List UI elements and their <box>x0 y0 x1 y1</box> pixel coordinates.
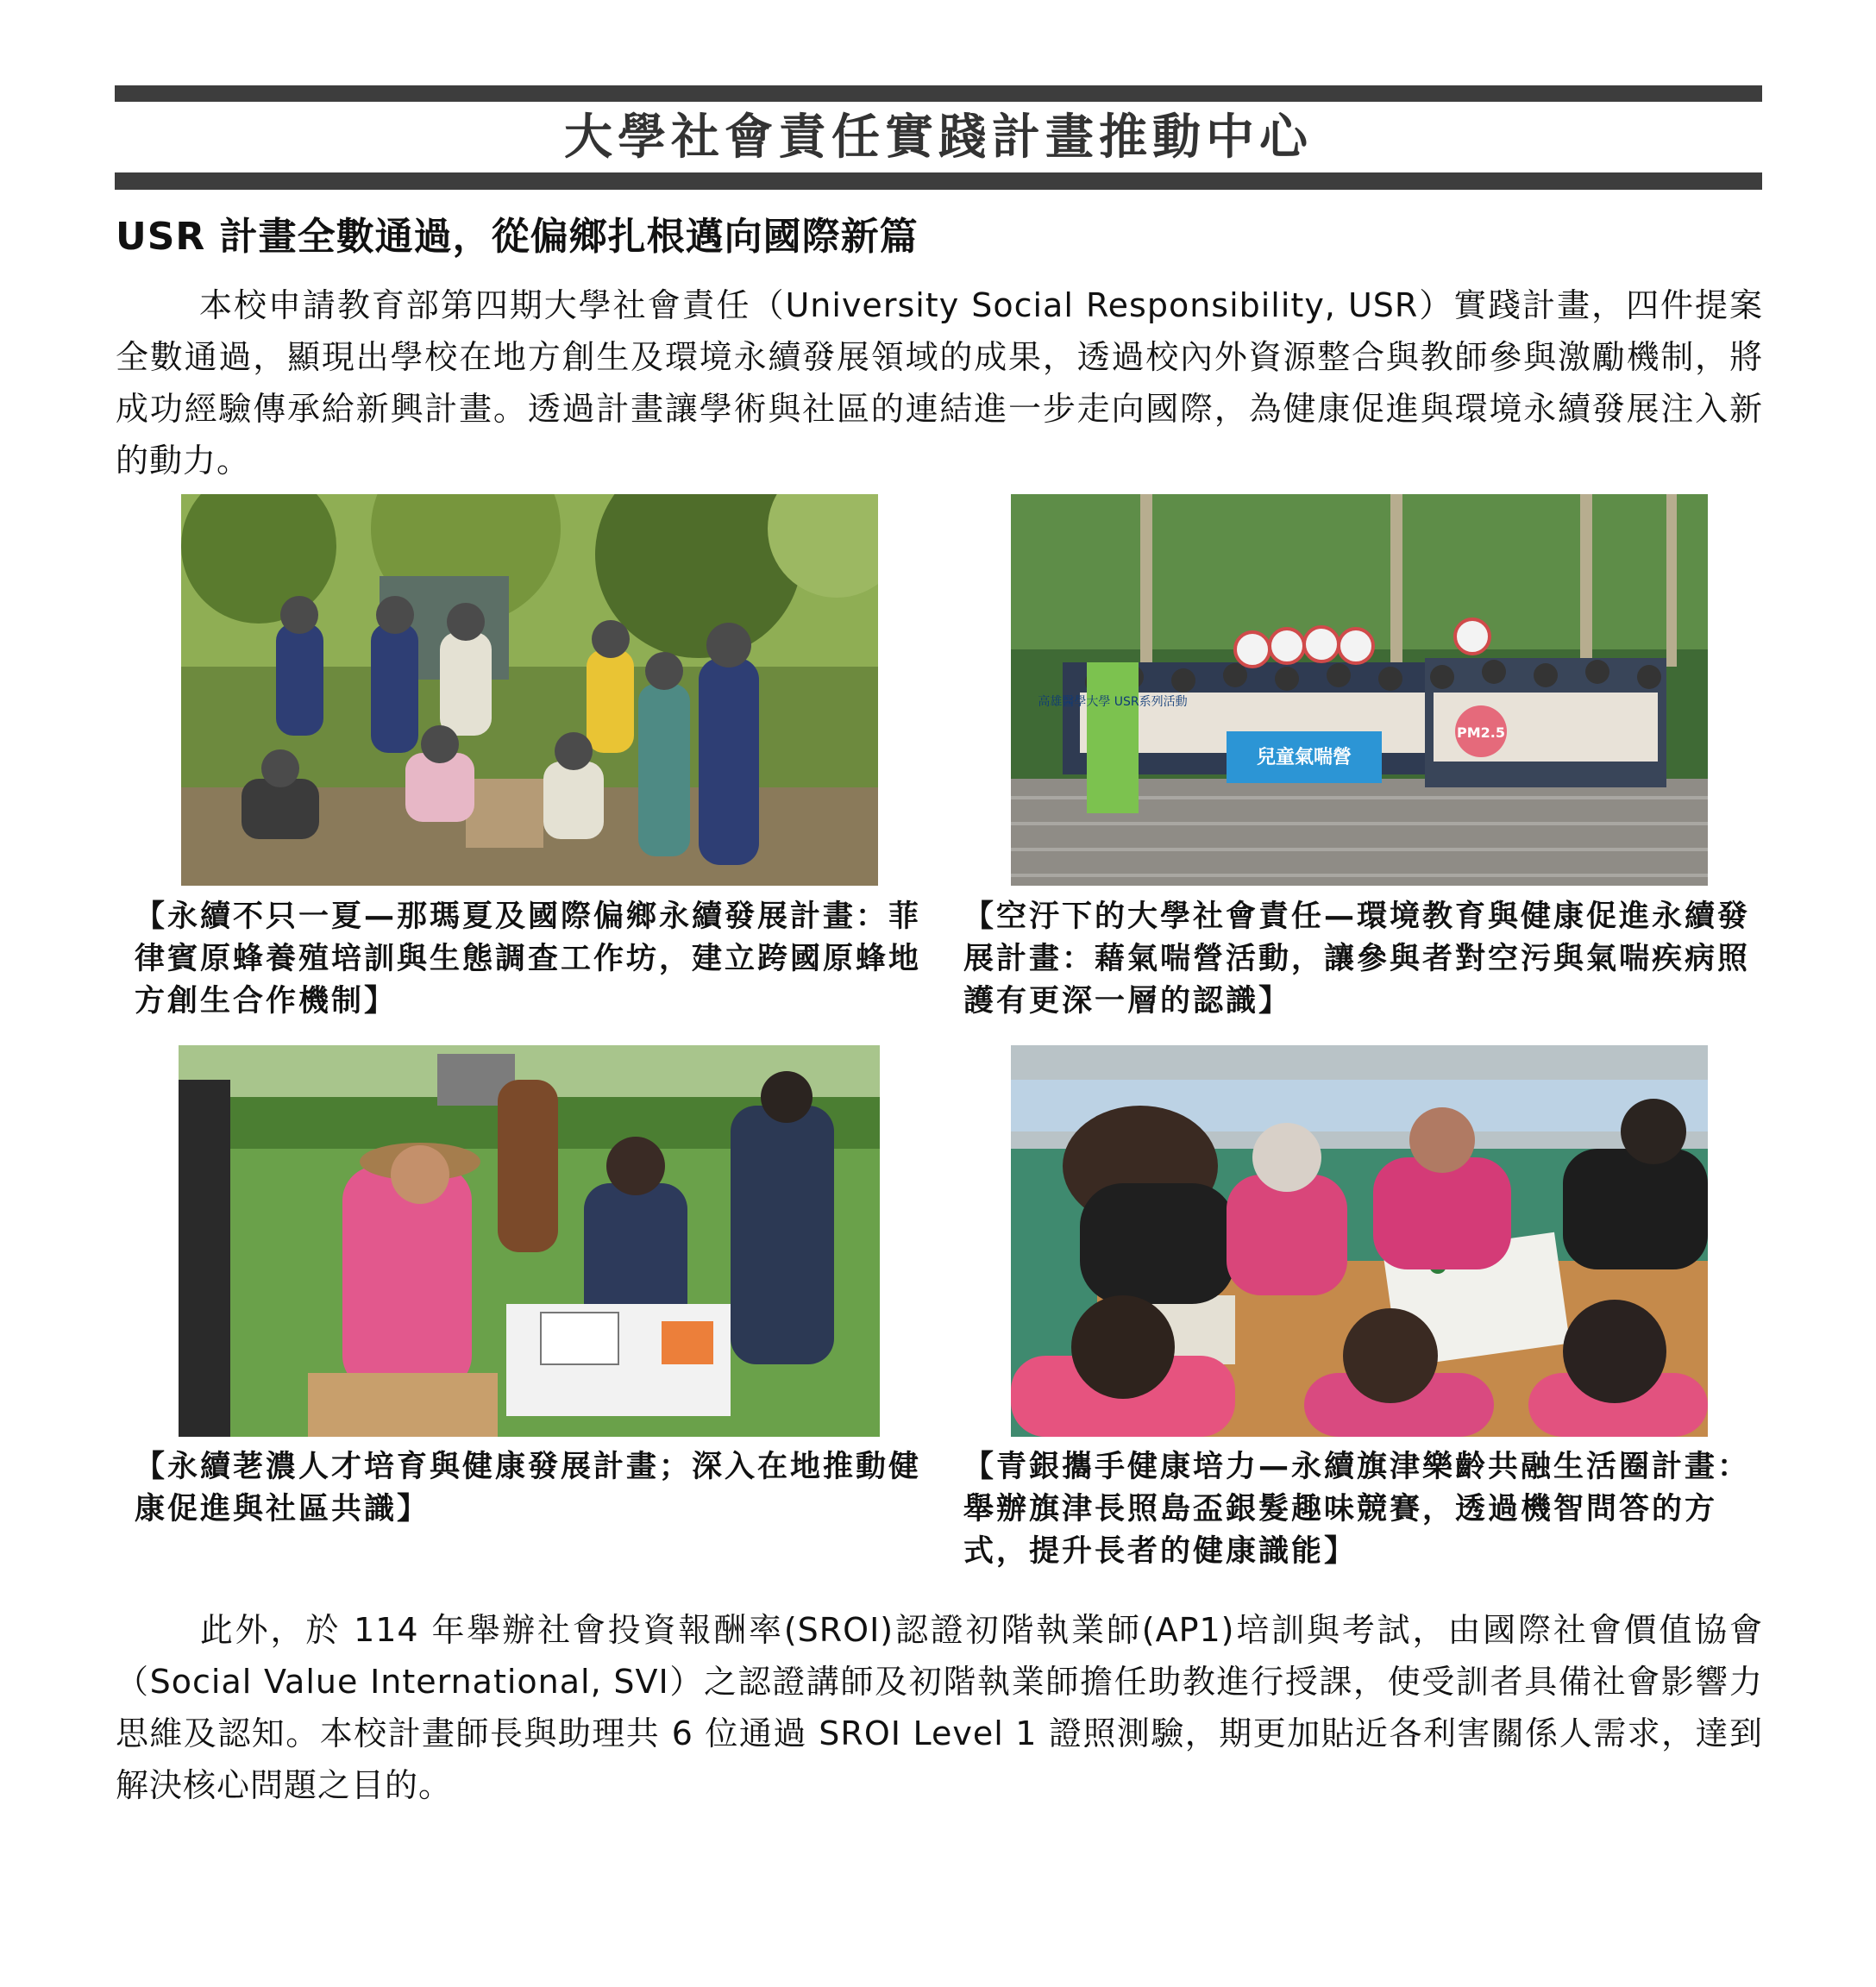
photo-caption-asthma-camp: 【空汙下的大學社會責任—環境教育與健康促進永續發展計畫：藉氣喘營活動，讓參與者對空污與氣喘疾病照護有更深一層的認識】 <box>963 899 1751 1019</box>
photo-beekeeping-workshop <box>181 494 878 886</box>
page-title: 大學社會責任實踐計畫推動中心 <box>564 110 1313 166</box>
photo-elderly-competition <box>1011 1045 1708 1437</box>
photo-health-screening <box>179 1045 880 1437</box>
horizontal-banner-text: 兒童氣喘營 <box>1256 747 1352 768</box>
sroi-paragraph-text: 此外，於 114 年舉辦社會投資報酬率(SROI)認證初階執業師(AP1)培訓與考試，由國際社會價值協會（Social Value International, SVI）之認證講師及初階執業師擔任助教進行授課，使受訓者具備社會影響力思維及認知。本校計畫師長與助理共 6 位通過 SROI Level 1 證照測驗，期更加貼近各利害關係人需求，達到解決核心問題之目的。 <box>116 1611 1763 1804</box>
pm25-sign-text: PM2.5 <box>1457 724 1505 741</box>
photo-caption-beekeeping: 【永續不只一夏—那瑪夏及國際偏鄉永續發展計畫：菲律賓原蜂養殖培訓與生態調查工作坊，建立跨國原蜂地方創生合作機制】 <box>135 899 922 1019</box>
intro-paragraph <box>116 279 1763 486</box>
photo-caption-health-screening: 【永續荖濃人才培育與健康發展計畫；深入在地推動健康促進與社區共識】 <box>135 1450 922 1526</box>
photo-caption-elderly-competition: 【青銀攜手健康培力—永續旗津樂齡共融生活圈計畫：舉辦旗津長照島盃銀髮趣味競賽，透過機智問答的方式，提升長者的健康識能】 <box>963 1450 1751 1569</box>
article-headline: USR 計畫全數通過，從偏鄉扎根邁向國際新篇 <box>116 215 919 259</box>
sroi-paragraph <box>116 1604 1763 1811</box>
header-rule-top <box>115 85 1762 102</box>
photo-asthma-camp-group <box>1011 494 1708 886</box>
intro-paragraph-text: 本校申請教育部第四期大學社會責任（University Social Responsibility, USR）實踐計畫，四件提案全數通過，顯現出學校在地方創生及環境永續發展領域的成果，透過校內外資源整合與教師參與激勵機制，將成功經驗傳承給新興計畫。透過計畫讓學術與社區的連結進一步走向國際，為健康促進與環境永續發展注入新的動力。 <box>116 286 1763 480</box>
vertical-banner-text: 高雄醫學大學 USR系列活動 <box>1038 695 1188 709</box>
header-rule-bottom <box>115 172 1762 190</box>
